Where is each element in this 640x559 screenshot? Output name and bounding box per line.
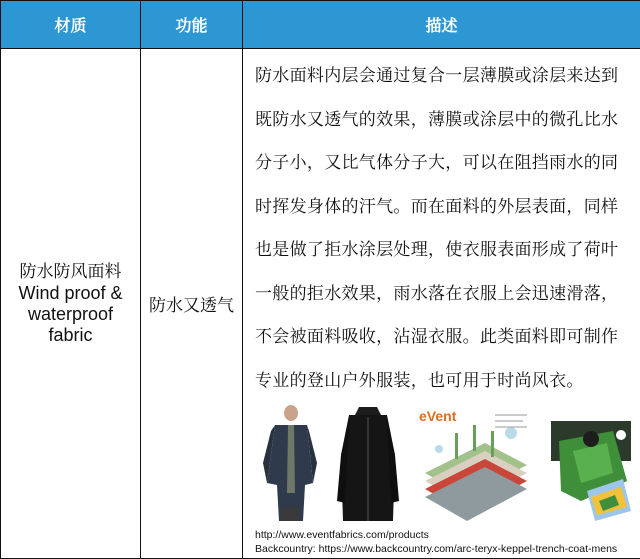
event-logo: eVent — [419, 408, 457, 424]
source-url-backcountry: Backcountry: https://www.backcountry.com/arc-teryx-keppel-trench-coat-mens — [255, 543, 618, 555]
trench-coat-photo — [337, 405, 399, 523]
description-line: 专业的登山户外服装，也可用于时尚风衣。 — [255, 370, 584, 391]
product-images — [255, 403, 640, 528]
material-zh: 防水防风面料 — [19, 261, 122, 282]
material-en-line-2: waterproof — [27, 303, 114, 324]
function-cell — [141, 49, 243, 559]
header-description: 描述 — [243, 1, 640, 49]
description-line: 防水面料内层会通过复合一层薄膜或涂层来达到 — [255, 66, 619, 86]
description-line: 不会被面料吸收，沾湿衣服。此类面料即可制作 — [255, 327, 619, 347]
table-row — [1, 49, 640, 559]
fabric-diagram — [415, 403, 537, 523]
function-text: 防水又透气 — [149, 296, 234, 316]
rain-jacket-photo — [551, 421, 631, 523]
source-url-event: http://www.eventfabrics.com/products — [255, 529, 429, 541]
header-function: 功能 — [141, 1, 243, 49]
description-line: 也是做了拒水涂层处理，使衣服表面形成了荷叶 — [255, 240, 619, 260]
description-line: 分子小，又比气体分子大，可以在阻挡雨水的同 — [255, 153, 619, 173]
material-en-line-1: Wind proof & — [18, 282, 123, 303]
description-line: 时挥发身体的汗气。而在面料的外层表面，同样 — [255, 196, 619, 217]
header-material: 材质 — [1, 1, 141, 49]
description-line: 既防水又透气的效果，薄膜或涂层中的微孔比水 — [255, 109, 619, 130]
jacket-photo — [261, 403, 319, 523]
description-text — [243, 49, 640, 403]
description-cell — [243, 49, 640, 559]
description-line: 一般的拒水效果，雨水落在衣服上会迅速滑落， — [255, 283, 619, 304]
material-en-line-3: fabric — [48, 324, 93, 345]
material-cell — [1, 49, 141, 559]
header-row — [1, 1, 640, 49]
source-urls — [243, 528, 640, 556]
